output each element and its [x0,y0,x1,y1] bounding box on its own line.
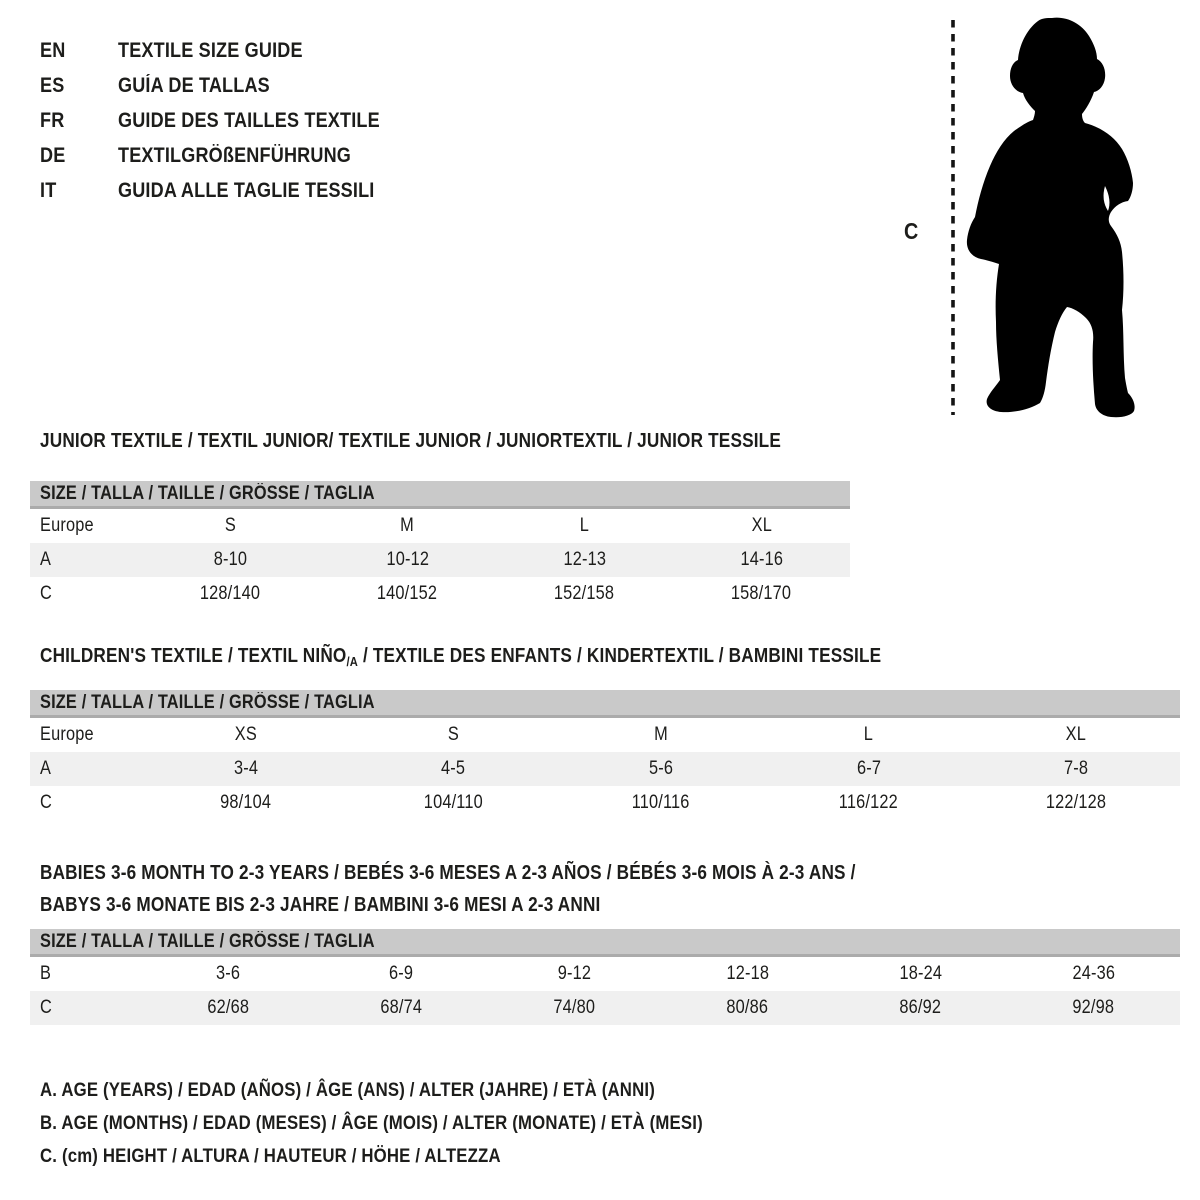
age-value: 10-12 [386,549,429,570]
height-value: 140/152 [377,583,438,604]
babies-title-line1: BABIES 3-6 MONTH TO 2-3 YEARS / BEBÉS 3-6 MESES A 2-3 AÑOS / BÉBÉS 3-6 MOIS À 2-3 ANS / [40,862,856,884]
row-label: A [40,549,52,570]
age-value: 3-4 [233,758,258,779]
children-size-header: SIZE / TALLA / TAILLE / GRÖSSE / TAGLIA [30,690,1180,718]
age-value: 6-7 [856,758,881,779]
table-row [30,957,1180,991]
guide-title-de: TEXTILGRÖßENFÜHRUNG [118,143,352,167]
row-label: C [40,583,52,604]
guide-title-en: TEXTILE SIZE GUIDE [118,38,303,62]
height-value: 80/86 [726,997,769,1018]
height-value: 116/122 [839,792,899,813]
height-value: 104/110 [423,792,483,813]
guide-title-it: GUIDA ALLE TAGLIE TESSILI [118,178,375,202]
language-list [40,33,422,208]
children-title-main: CHILDREN'S TEXTILE / TEXTIL NIÑO [40,645,347,667]
row-label: C [40,997,52,1018]
table-row [30,752,1180,786]
language-row-en [40,33,422,68]
table-row [30,991,1180,1025]
age-value: 14-16 [740,549,783,570]
junior-size-table [30,481,850,611]
height-value: 74/80 [553,997,596,1018]
table-row [30,718,1180,752]
row-label: Europe [40,515,94,536]
babies-size-header: SIZE / TALLA / TAILLE / GRÖSSE / TAGLIA [30,929,1180,957]
size-value: XL [1065,724,1087,745]
language-code: FR [40,108,65,132]
children-title-rest: / TEXTILE DES ENFANTS / KINDERTEXTIL / BAMBINI TESSILE [358,645,882,667]
row-label: Europe [40,724,94,745]
row-label: C [40,792,52,813]
babies-title-line2: BABYS 3-6 MONATE BIS 2-3 JAHRE / BAMBINI 3-6 MESI A 2-3 ANNI [40,894,601,916]
size-value: M [654,724,668,745]
size-value: S [447,724,459,745]
age-months-value: 9-12 [557,963,592,984]
age-value: 12-13 [563,549,606,570]
legend-line-c: C. (cm) HEIGHT / ALTURA / HAUTEUR / HÖHE / ALTEZZA [40,1145,501,1167]
row-label: B [40,963,52,984]
height-dimension-label: C [904,218,919,244]
toddler-silhouette [945,10,1195,422]
table-row [30,509,850,543]
babies-section-title [40,857,988,921]
row-label: A [40,758,52,779]
age-months-value: 12-18 [726,963,769,984]
height-value: 92/98 [1072,997,1115,1018]
age-months-value: 3-6 [216,963,241,984]
age-value: 4-5 [441,758,466,779]
height-value: 62/68 [207,997,250,1018]
size-value: L [579,515,590,536]
age-value: 5-6 [648,758,674,779]
age-months-value: 24-36 [1072,963,1115,984]
measurement-legend [40,1074,811,1173]
language-row-de [40,138,422,173]
table-row [30,543,850,577]
height-value: 110/116 [632,792,690,813]
height-value: 128/140 [200,583,261,604]
height-value: 152/158 [554,583,615,604]
age-months-value: 6-9 [389,963,414,984]
table-row [30,577,850,611]
language-code: IT [40,178,57,202]
children-size-table [30,690,1180,820]
language-row-it [40,173,422,208]
babies-size-table [30,929,1180,1025]
size-value: XL [751,515,772,536]
height-value: 158/170 [731,583,792,604]
language-row-es [40,68,422,103]
table-row [30,786,1180,820]
toddler-silhouette-shape [967,18,1135,418]
size-value: L [863,724,874,745]
height-value: 98/104 [220,792,272,813]
children-title-sub: /A [346,654,359,669]
height-value: 68/74 [380,997,423,1018]
junior-section-title: JUNIOR TEXTILE / TEXTIL JUNIOR/ TEXTILE JUNIOR / JUNIORTEXTIL / JUNIOR TESSILE [40,430,782,452]
height-value: 86/92 [899,997,942,1018]
size-value: M [400,515,415,536]
age-value: 7-8 [1064,758,1089,779]
junior-size-header: SIZE / TALLA / TAILLE / GRÖSSE / TAGLIA [30,481,850,509]
children-section-title [40,645,1018,673]
size-value: S [224,515,237,536]
size-value: XS [234,724,257,745]
language-row-fr [40,103,422,138]
legend-line-b: B. AGE (MONTHS) / EDAD (MESES) / ÂGE (MOIS) / ALTER (MONATE) / ETÀ (MESI) [40,1112,703,1134]
guide-title-fr: GUIDE DES TAILLES TEXTILE [118,108,380,132]
age-months-value: 18-24 [899,963,942,984]
language-code: DE [40,143,66,167]
age-value: 8-10 [213,549,248,570]
language-code: ES [40,73,65,97]
legend-line-a: A. AGE (YEARS) / EDAD (AÑOS) / ÂGE (ANS) / ALTER (JAHRE) / ETÀ (ANNI) [40,1079,655,1101]
height-value: 122/128 [1046,792,1107,813]
guide-title-es: GUÍA DE TALLAS [118,73,270,97]
language-code: EN [40,38,66,62]
